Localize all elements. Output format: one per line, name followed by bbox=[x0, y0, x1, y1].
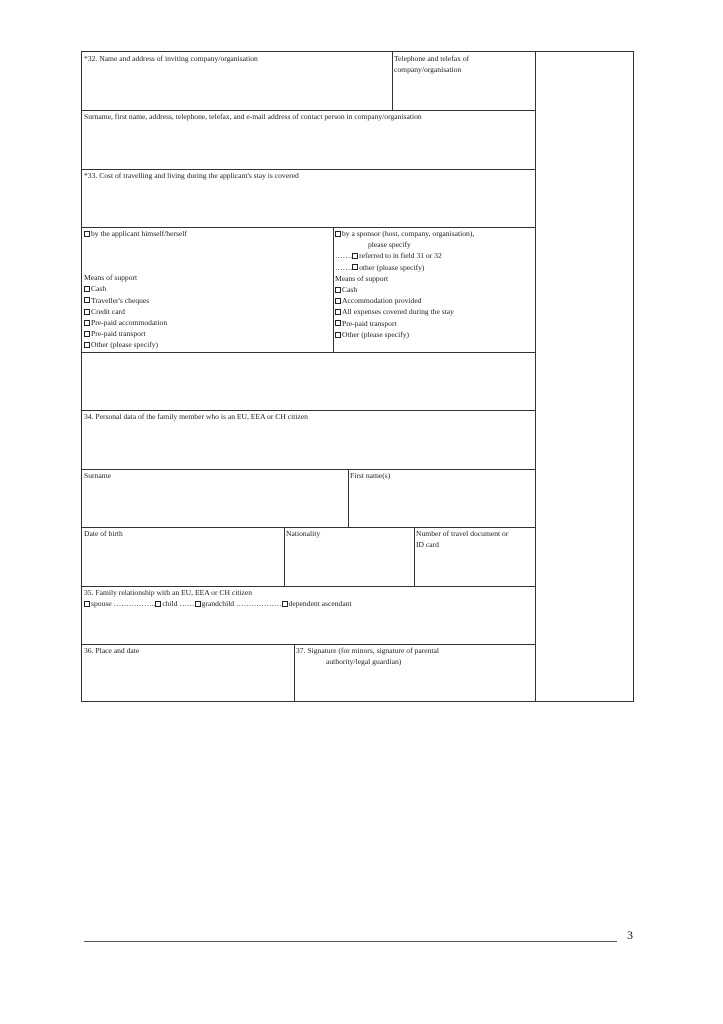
field-37-label-line-2: authority/legal guardian) bbox=[326, 657, 402, 667]
option-sponsor[interactable]: by a sponsor (host, company, organisation), bbox=[335, 228, 533, 239]
travel-document-field[interactable] bbox=[414, 527, 535, 586]
checkbox-icon[interactable] bbox=[335, 298, 341, 304]
checkbox-icon[interactable] bbox=[335, 332, 341, 338]
checkbox-icon[interactable] bbox=[84, 231, 90, 237]
visa-form-table bbox=[81, 51, 634, 702]
travel-document-label-line-1: Number of travel document or bbox=[416, 529, 509, 538]
page-number: 3 bbox=[627, 928, 633, 942]
sponsor-means-item[interactable]: Accommodation provided bbox=[335, 295, 533, 306]
checkbox-icon[interactable] bbox=[335, 231, 341, 237]
checkbox-icon[interactable] bbox=[84, 309, 90, 315]
first-names-label: First name(s) bbox=[350, 471, 391, 480]
checkbox-icon[interactable] bbox=[352, 264, 358, 270]
checkbox-icon[interactable] bbox=[84, 297, 90, 303]
nationality-field[interactable] bbox=[284, 527, 414, 586]
sponsor-means-item[interactable]: Pre-paid transport bbox=[335, 318, 533, 329]
field-37-signature[interactable] bbox=[294, 644, 535, 701]
field-33-sponsor-column bbox=[333, 227, 535, 352]
checkbox-icon[interactable] bbox=[84, 286, 90, 292]
applicant-means-item[interactable]: Traveller's cheques bbox=[84, 295, 331, 306]
option-spouse[interactable]: spouse bbox=[91, 599, 112, 609]
checkbox-icon[interactable] bbox=[84, 601, 90, 607]
field-36-label: 36. Place and date bbox=[84, 646, 140, 655]
option-applicant[interactable]: by the applicant himself/herself bbox=[84, 228, 331, 239]
travel-document-label-line-2: ID card bbox=[416, 540, 439, 550]
field-34-label: 34. Personal data of the family member who is an EU, EEA or CH citizen bbox=[84, 412, 308, 421]
footer-rule bbox=[84, 941, 617, 942]
applicant-means-item[interactable]: Other (please specify) bbox=[84, 339, 331, 350]
applicant-means-item[interactable]: Pre-paid accommodation bbox=[84, 317, 331, 328]
applicant-means-title: Means of support bbox=[84, 273, 138, 283]
relationship-options: spouse …………….. child …… grandchild ……………… dependent ascendant bbox=[84, 598, 533, 609]
field-32-telephone[interactable] bbox=[392, 52, 535, 110]
field-36-place-and-date[interactable] bbox=[82, 644, 294, 701]
surname-field[interactable] bbox=[82, 469, 348, 527]
checkbox-icon[interactable] bbox=[84, 331, 90, 337]
checkbox-icon[interactable] bbox=[84, 320, 90, 326]
checkbox-icon[interactable] bbox=[335, 309, 341, 315]
checkbox-icon[interactable] bbox=[335, 320, 341, 326]
margin-column-divider bbox=[535, 52, 536, 701]
field-35-label: 35. Family relationship with an EU, EEA or CH citizen bbox=[84, 588, 253, 597]
checkbox-icon[interactable] bbox=[155, 601, 161, 607]
date-of-birth-field[interactable] bbox=[82, 527, 284, 586]
first-names-field[interactable] bbox=[348, 469, 535, 527]
field-34-family-member[interactable] bbox=[82, 410, 535, 469]
checkbox-icon[interactable] bbox=[282, 601, 288, 607]
contact-person-field[interactable] bbox=[82, 110, 535, 169]
sponsor-means-item[interactable]: Other (please specify) bbox=[335, 329, 533, 340]
option-child[interactable]: child bbox=[162, 599, 178, 609]
field-33-cost-coverage[interactable] bbox=[82, 169, 535, 227]
sponsor-sub-option[interactable]: ……. other (please specify) bbox=[335, 262, 425, 272]
applicant-means-item[interactable]: Cash bbox=[84, 283, 331, 294]
field-33-applicant-column bbox=[82, 227, 333, 352]
sponsor-means-item[interactable]: Cash bbox=[335, 284, 533, 295]
sponsor-sub-option[interactable]: ……. referred to in field 31 or 32 bbox=[335, 251, 442, 261]
blank-field[interactable] bbox=[82, 352, 535, 410]
telephone-label-line-2: company/organisation bbox=[394, 65, 462, 75]
field-32-inviting-company[interactable] bbox=[82, 52, 392, 110]
checkbox-icon[interactable] bbox=[84, 342, 90, 348]
field-33-label: *33. Cost of travelling and living during the applicant's stay is covered bbox=[84, 171, 299, 180]
field-35-relationship bbox=[82, 586, 535, 644]
surname-label: Surname bbox=[84, 471, 111, 480]
applicant-means-item[interactable]: Pre-paid transport bbox=[84, 328, 331, 339]
sponsor-means-title: Means of support bbox=[335, 273, 389, 283]
checkbox-icon[interactable] bbox=[352, 253, 358, 259]
telephone-label-line-1: Telephone and telefax of bbox=[394, 54, 470, 63]
field-37-label-line-1: 37. Signature (for minors, signature of parental bbox=[296, 646, 439, 655]
nationality-label: Nationality bbox=[286, 529, 321, 538]
sponsor-means-item[interactable]: All expenses covered during the stay bbox=[335, 306, 533, 317]
checkbox-icon[interactable] bbox=[195, 601, 201, 607]
date-of-birth-label: Date of birth bbox=[84, 529, 123, 538]
field-32-label: *32. Name and address of inviting company/organisation bbox=[84, 54, 258, 63]
option-dependent-ascendant[interactable]: dependent ascendant bbox=[288, 599, 352, 609]
applicant-means-item[interactable]: Credit card bbox=[84, 306, 331, 317]
checkbox-icon[interactable] bbox=[335, 287, 341, 293]
option-grandchild[interactable]: grandchild bbox=[201, 599, 235, 609]
contact-person-label: Surname, first name, address, telephone, telefax, and e-mail address of contact person in company/organisation bbox=[84, 112, 422, 121]
sponsor-specify-label: please specify bbox=[368, 240, 411, 250]
